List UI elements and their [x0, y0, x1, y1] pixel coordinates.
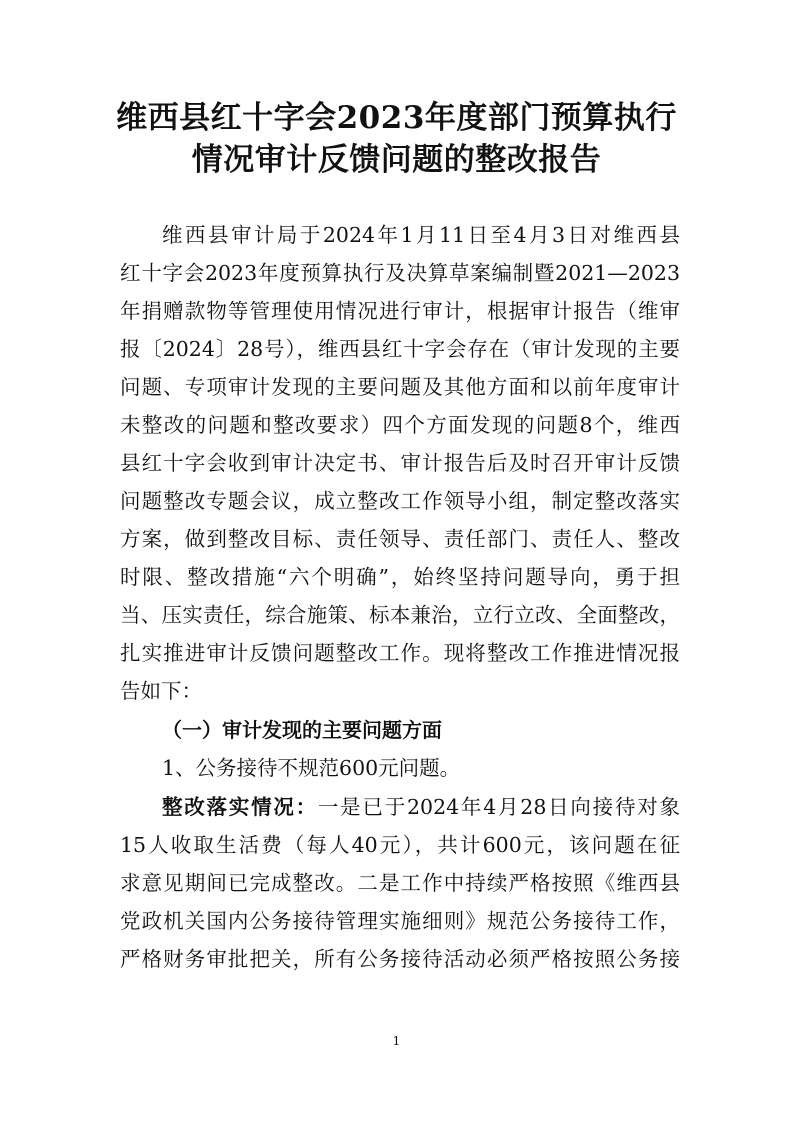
- rectification-line: 党政机关国内公务接待管理实施细则》规范公务接待工作，: [120, 909, 680, 933]
- intro-line: 维西县审计局于2024年1月11日至4月3日对维西县: [162, 223, 680, 247]
- rectification-first-line: [162, 794, 680, 820]
- intro-line: 告如下：: [120, 679, 202, 703]
- intro-line: 报〔2024〕28号），维西县红十字会存在（审计发现的主要: [120, 337, 680, 361]
- section-heading: （一）审计发现的主要问题方面: [162, 718, 442, 742]
- document-title-line-2: 情况审计反馈问题的整改报告: [191, 142, 602, 178]
- rectification-label: 整改落实情况：: [162, 795, 318, 819]
- intro-line: 问题整改专题会议，成立整改工作领导小组，制定整改落实: [120, 489, 680, 513]
- issue-item-title: 1、公务接待不规范600元问题。: [162, 756, 461, 780]
- document-title-line-1: 维西县红十字会2023年度部门预算执行: [116, 100, 677, 136]
- intro-line: 当、压实责任，综合施策、标本兼治，立行立改、全面整改，: [120, 603, 680, 627]
- rectification-line: 求意见期间已完成整改。二是工作中持续严格按照《维西县: [120, 871, 680, 895]
- intro-line: 扎实推进审计反馈问题整改工作。现将整改工作推进情况报: [120, 641, 680, 665]
- intro-line: 年捐赠款物等管理使用情况进行审计，根据审计报告（维审: [120, 299, 680, 323]
- intro-line: 县红十字会收到审计决定书、审计报告后及时召开审计反馈: [120, 451, 680, 475]
- page-number: 1: [392, 1034, 401, 1048]
- intro-line: 时限、整改措施“六个明确”，始终坚持问题导向，勇于担: [120, 565, 680, 589]
- intro-line: 红十字会2023年度预算执行及决算草案编制暨2021—2023: [120, 261, 680, 285]
- intro-line: 问题、专项审计发现的主要问题及其他方面和以前年度审计: [120, 375, 680, 399]
- rectification-line: 严格财务审批把关，所有公务接待活动必须严格按照公务接: [120, 947, 680, 971]
- rectification-first-text: 一是已于2024年4月28日向接待对象: [317, 795, 680, 819]
- intro-line: 方案，做到整改目标、责任领导、责任部门、责任人、整改: [120, 527, 680, 551]
- rectification-line: 15人收取生活费（每人40元），共计600元，该问题在征: [120, 833, 680, 857]
- intro-line: 未整改的问题和整改要求）四个方面发现的问题8个，维西: [120, 413, 680, 437]
